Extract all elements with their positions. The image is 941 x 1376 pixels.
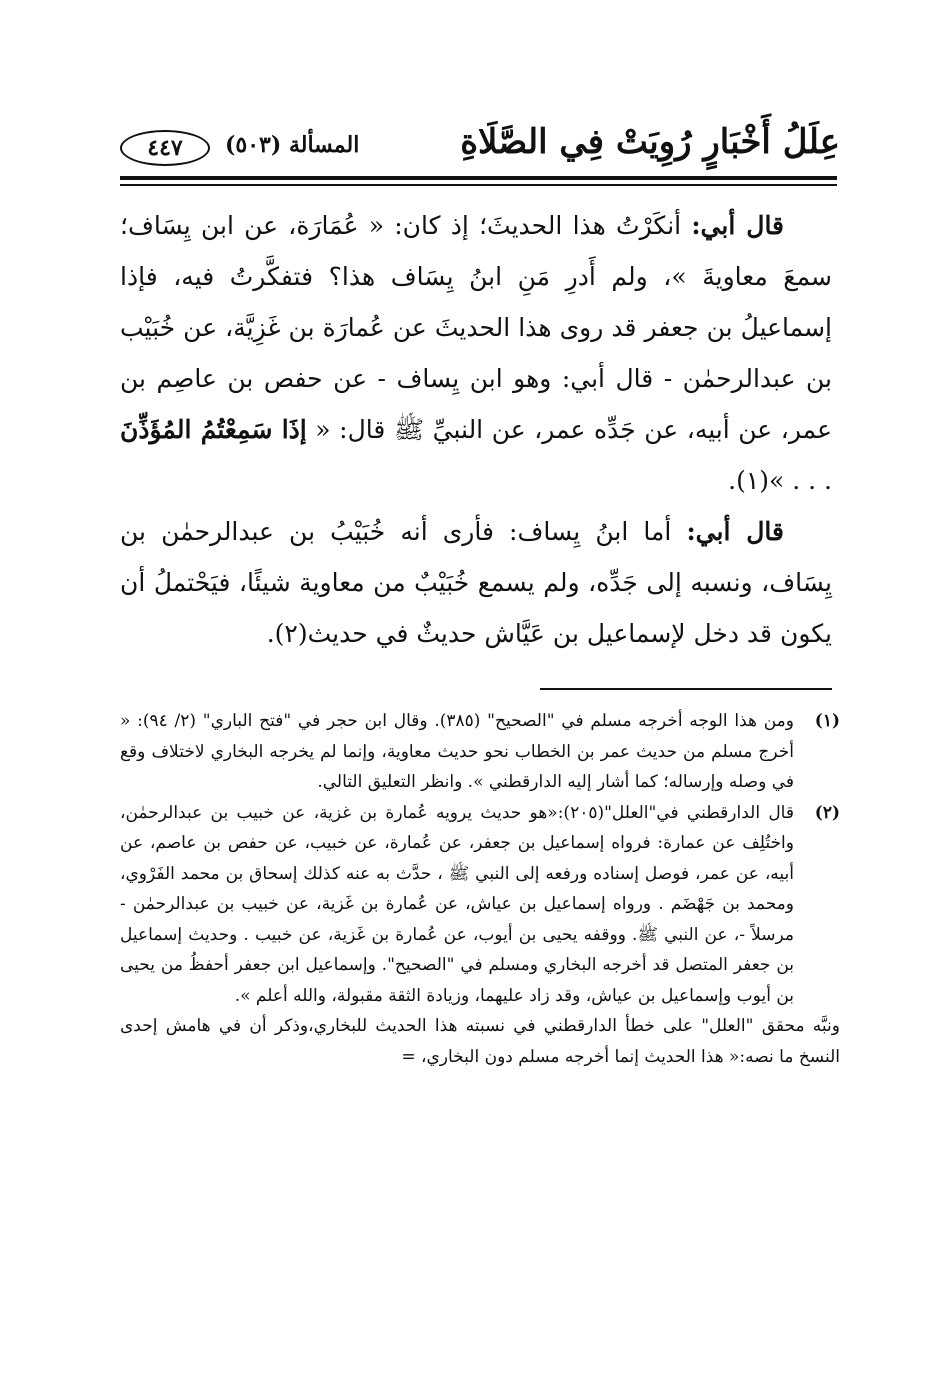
header-rule-thin (120, 184, 837, 186)
footnote-text: قال الدارقطني في"العلل"(٢٠٥):«هو حديث يرويه عُمارة بن غزية، عن خبيب بن عبدالرحمٰن، واختُلِف عن عمارة: فرواه إسماعيل بن جعفر، عن عُمارة، عن خبيب، عن حفص بن عاصم، عن أبيه، عن عمر، فوصل إسناده ورفعه إلى النبي ﷺ ، حدَّث به عنه كذلك إسحاق بن محمد الفَرْوي، ومحمد بن جَهْضَم . ورواه إسماعيل بن عياش، عن عُمارة بن غَزية، عن خبيب بن عبدالرحمٰن - مرسلاً -، عن النبي ﷺ. ووقفه يحيى بن أيوب، عن عُمارة بن غَزية، عن خبيب . وحديث إسماعيل بن جعفر المتصل قد أخرجه البخاري ومسلم في "الصحيح". وإسماعيل ابن جعفر أحفظُ من يحيى بن أيوب وإسماعيل بن عياش، وقد زاد عليهما، وزيادة الثقة مقبولة، والله أعلم ». (120, 802, 794, 1006)
page-number-badge (120, 130, 210, 166)
footnote-number: (١) (814, 711, 840, 731)
header-rule-thick (120, 176, 837, 180)
footnote-text: ومن هذا الوجه أخرجه مسلم في "الصحيح" (٣٨٥). وقال ابن حجر في "فتح الباري" (٢/ ٩٤): « أخرج مسلم من حديث عمر بن الخطاب نحو حديث معاوية، وإنما لم يخرجه البخاري لاختلاف وقع في وصله وإرساله؛ كما أشار إليه الدارقطني ». وانظر التعليق التالي. (120, 711, 794, 792)
footnote-separator (540, 688, 832, 690)
page-header (120, 118, 840, 178)
issue-label: المسألة (٥٠٣) (225, 132, 360, 158)
paragraph-2-text: أما ابنُ يِساف: فأرى أنه خُبَيْبُ بن عبدالرحمٰن بن يِسَاف، ونسبه إلى جَدِّه، ولم يسمع خُبَيْبٌ من معاوية شيئًا، فيَحْتملُ أن يكون قد دخل لإسماعيل بن عَيَّاش حديثٌ في حديث(٢). (120, 517, 832, 648)
main-text (120, 200, 832, 659)
book-title: عِلَلُ أَخْبَارٍ رُوِيَتْ فِي الصَّلَاةِ (460, 122, 840, 162)
footnote (120, 706, 840, 798)
paragraph-2 (120, 506, 832, 659)
footnote-continuation: ونبَّه محقق "العلل" على خطأ الدارقطني في نسبته هذا الحديث للبخاري،وذكر أن في هامش إحدى النسخ ما نصه:« هذا الحديث إنما أخرجه مسلم دون البخاري، = (120, 1016, 840, 1067)
paragraph-1-lead: قال أبي: (691, 211, 785, 240)
footnote-number: (٢) (814, 802, 840, 823)
paragraph-1 (120, 200, 832, 506)
paragraph-2-lead: قال أبي: (686, 517, 784, 546)
paragraph-1-text: أنكَرْتُ هذا الحديثَ؛ إذ كان: « عُمَارَة، عن ابن يِسَاف؛ سمعَ معاويةَ »، ولم أَدرِ مَنِ ابنُ يِسَاف هذا؟ فتفكَّرتُ فيه، فإذا إسماعيلُ بن جعفر قد روى هذا الحديثَ عن عُمارَة بن غَزِيَّة، عن خُبَيْب بن عبدالرحمٰن - قال أبي: وهو ابن يِساف - عن حفص بن عاصِم بن عمر، عن أبيه، عن جَدِّه عمر، عن النبيِّ ﷺ قال: « (120, 211, 832, 444)
footnotes (120, 706, 840, 1072)
footnote (120, 798, 840, 1012)
paragraph-1-end: . . . »(١). (728, 466, 832, 495)
page-number: ٤٤٧ (147, 135, 183, 161)
paragraph-1-quote: إذَا سَمِعْتُمُ المُؤَذِّنَ (120, 415, 307, 444)
